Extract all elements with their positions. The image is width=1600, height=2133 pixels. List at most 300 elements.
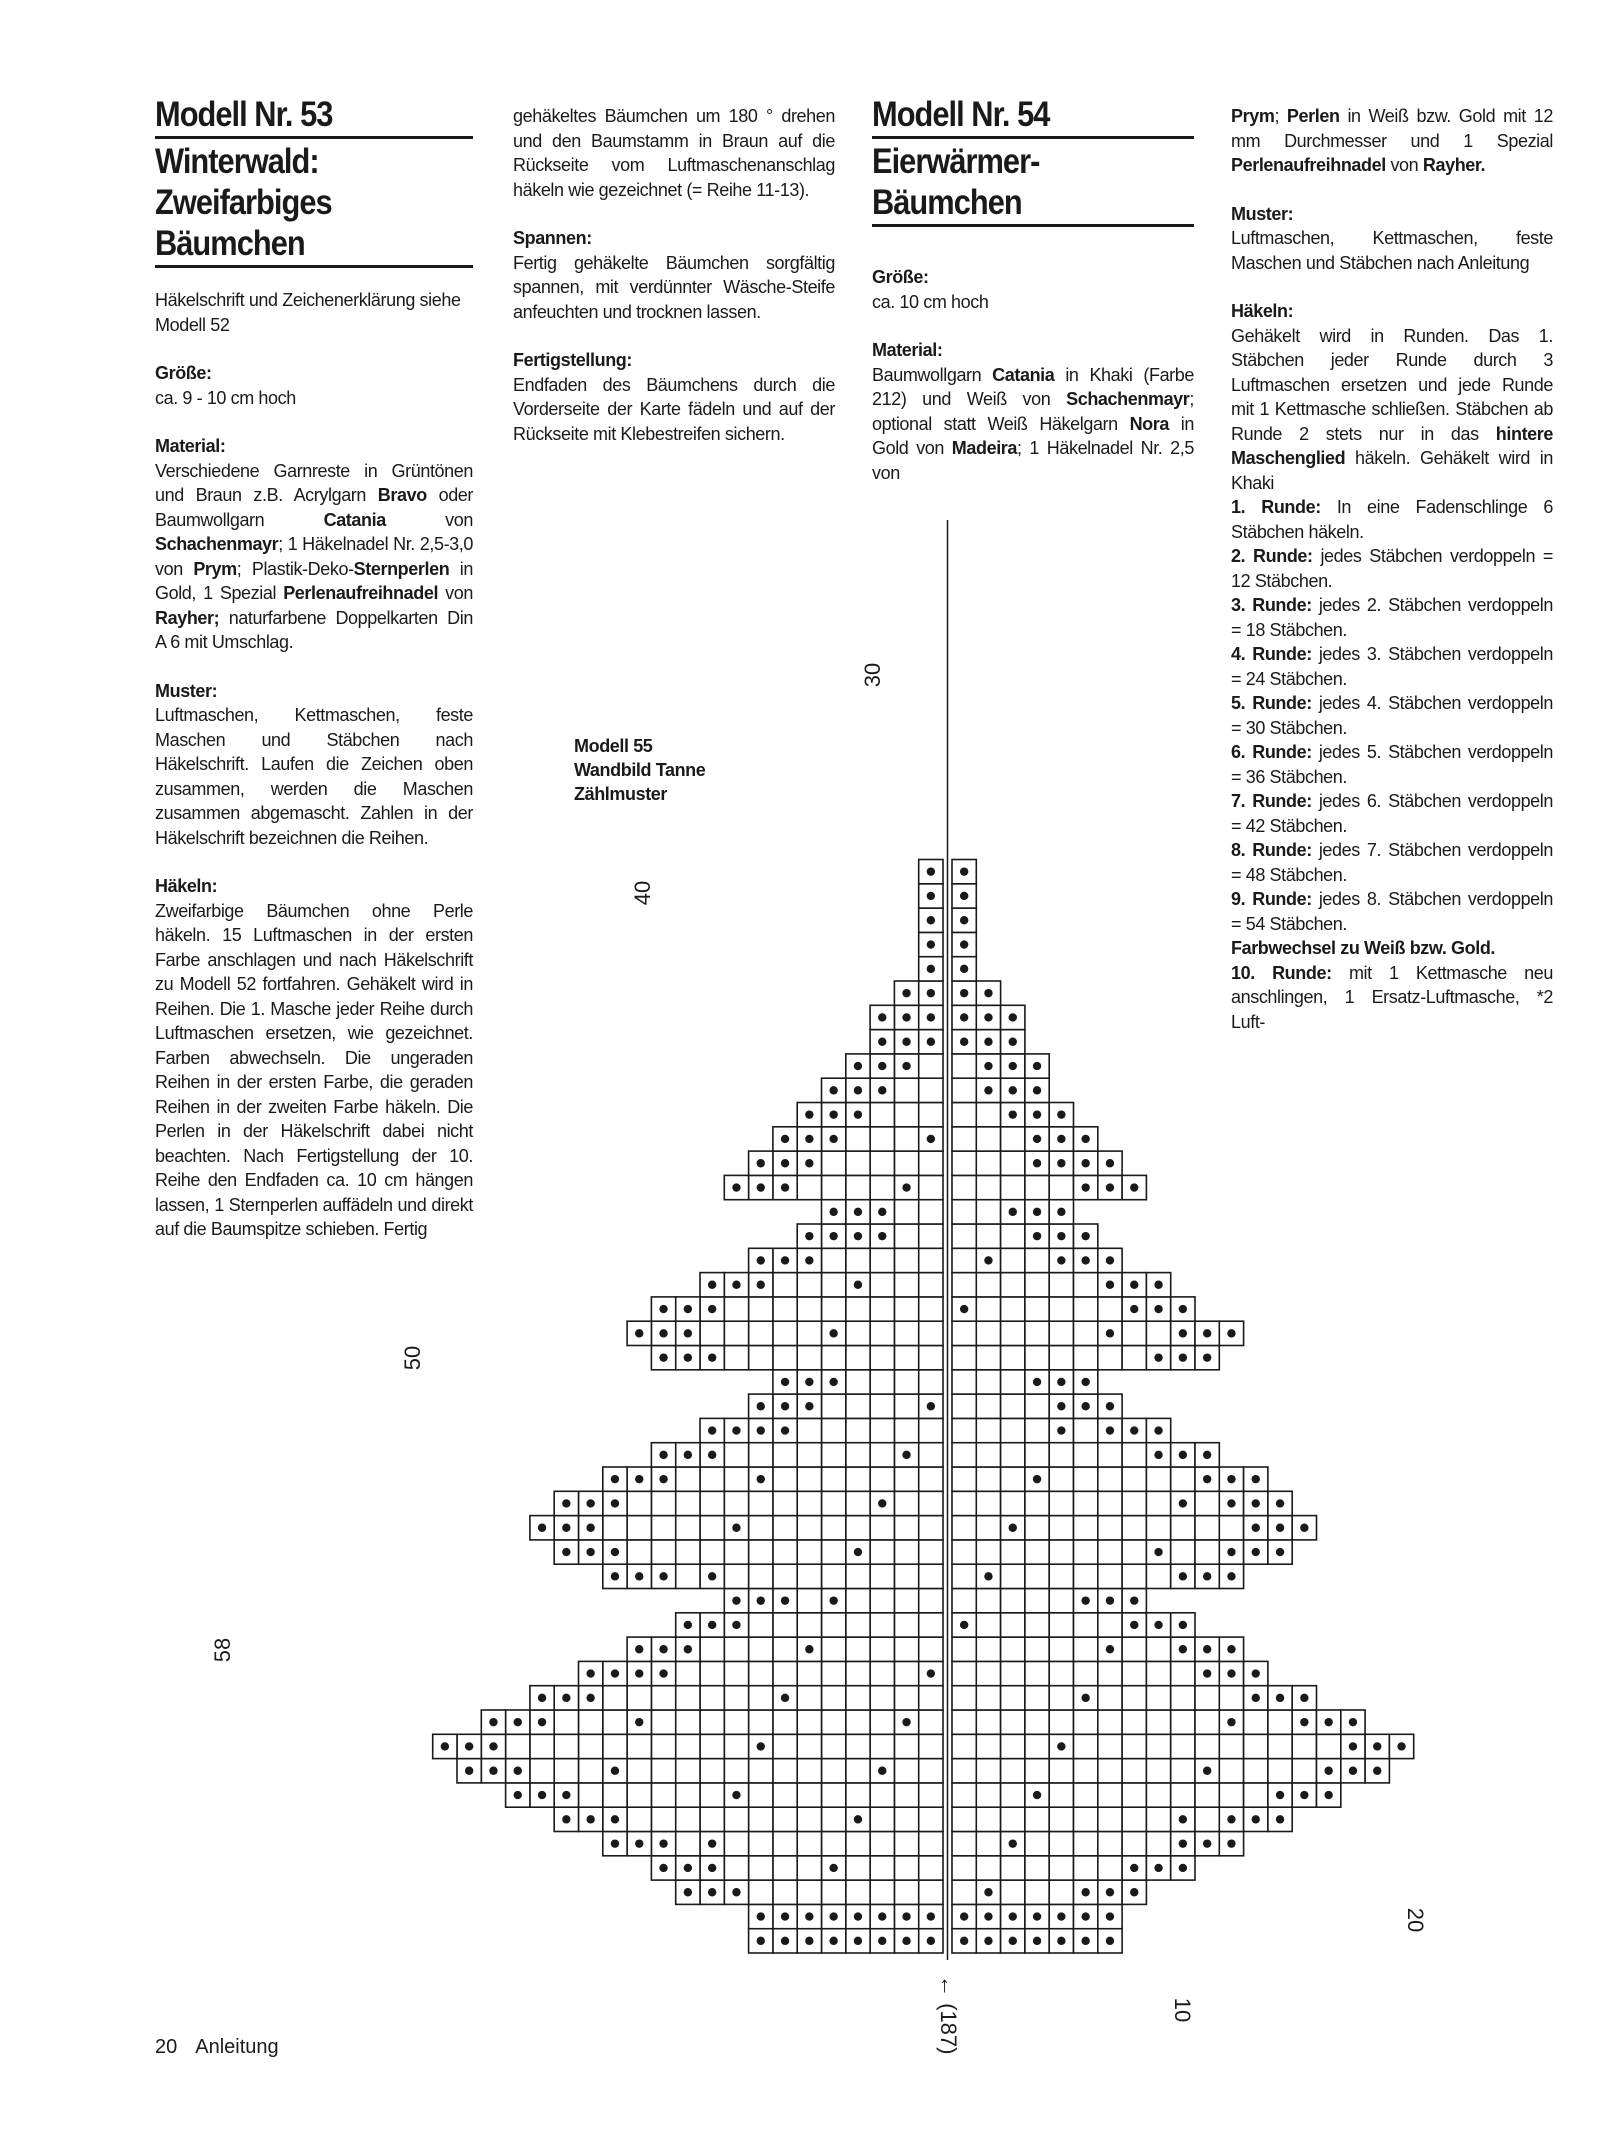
chart-cell (1146, 1686, 1170, 1710)
chart-cell (894, 1759, 918, 1783)
stitch-dot (708, 1305, 716, 1313)
color-change-note: Farbwechsel zu Weiß bzw. Gold. (1231, 938, 1496, 958)
round-text: jedes 7. Stäbchen verdoppeln = 48 Stäbchen. (1231, 840, 1554, 885)
chart-cell (919, 1613, 943, 1637)
stitch-dot (878, 1013, 886, 1021)
chart-cell (846, 1783, 870, 1807)
chart-cell (627, 1540, 651, 1564)
chart-cell (952, 1224, 976, 1248)
stitch-dot (1300, 1718, 1308, 1726)
stitch-dot (984, 1888, 992, 1896)
chart-cell (919, 1321, 943, 1345)
size-text: ca. 9 - 10 cm hoch (155, 387, 296, 408)
chart-cell (627, 1637, 651, 1661)
round-label: 3. Runde: (1231, 595, 1312, 615)
chart-cell (1025, 1904, 1049, 1928)
round-instruction (1231, 740, 1553, 789)
chart-cell (1219, 1661, 1243, 1685)
chart-cell (1025, 1418, 1049, 1442)
stitch-dot (708, 1888, 716, 1896)
stitch-dot (1179, 1645, 1187, 1653)
chart-cell (1074, 1734, 1098, 1758)
chart-cell (919, 1200, 943, 1224)
stitch-dot (562, 1499, 570, 1507)
stitch-dot (684, 1305, 692, 1313)
chart-cell (846, 1103, 870, 1127)
chart-cell (724, 1491, 748, 1515)
stitch-dot (1106, 1912, 1114, 1920)
chart-cell (870, 1151, 894, 1175)
chart-cell (554, 1759, 578, 1783)
chart-cell (1219, 1734, 1243, 1758)
stitch-dot (829, 1912, 837, 1920)
chart-cell (749, 1394, 773, 1418)
stitch-dot (927, 1912, 935, 1920)
chart-cell (846, 1734, 870, 1758)
stitch-dot (1057, 1232, 1065, 1240)
stitch-dot (611, 1815, 619, 1823)
chart-cell (749, 1661, 773, 1685)
chart-cell (976, 1443, 1000, 1467)
chart-cell (976, 1637, 1000, 1661)
stitch-dot (1300, 1524, 1308, 1532)
chart-cell (1001, 1103, 1025, 1127)
chart-cell (1146, 1418, 1170, 1442)
stitch-dot (1154, 1426, 1162, 1434)
chart-cell (530, 1734, 554, 1758)
chart-cell (1146, 1297, 1170, 1321)
stitch-dot (1154, 1281, 1162, 1289)
stitch-dot (659, 1353, 667, 1361)
chart-cell (773, 1832, 797, 1856)
stitch-dot (960, 965, 968, 973)
chart-cell (1146, 1443, 1170, 1467)
chart-cell (1341, 1759, 1365, 1783)
chart-cell (651, 1783, 675, 1807)
stitch-dot (684, 1353, 692, 1361)
chart-cell (1001, 1613, 1025, 1637)
chart-cell (1001, 1904, 1025, 1928)
stitch-dot (984, 1256, 992, 1264)
title-line: Winterwald: (155, 142, 319, 181)
stitch-dot (878, 1499, 886, 1507)
chart-cell (773, 1637, 797, 1661)
stitch-dot (1203, 1329, 1211, 1337)
chart-cell (1049, 1175, 1073, 1199)
stitch-dot (1252, 1524, 1260, 1532)
stitch-dot (1081, 1183, 1089, 1191)
chart-cell (749, 1759, 773, 1783)
text-run: in Khaki (Farbe 212) und Weiß von (872, 364, 1194, 409)
chart-cell (579, 1661, 603, 1685)
chart-cell (1001, 1224, 1025, 1248)
chart-cell (894, 1564, 918, 1588)
stitch-dot (1203, 1451, 1211, 1459)
stitch-dot (902, 1718, 910, 1726)
chart-cell (870, 1418, 894, 1442)
chart-cell (1049, 1564, 1073, 1588)
chart-cell (1122, 1880, 1146, 1904)
stitch-dot (1203, 1645, 1211, 1653)
chart-cell (822, 1224, 846, 1248)
stitch-dot (878, 1232, 886, 1240)
chart-cell (846, 1613, 870, 1637)
chart-cell (1268, 1686, 1292, 1710)
chart-cell (579, 1540, 603, 1564)
chart-cell (822, 1394, 846, 1418)
stitch-dot (1154, 1621, 1162, 1629)
chart-cell (530, 1710, 554, 1734)
start-arrow-label: ← (187) (936, 1975, 961, 2055)
pattern-heading: Muster: (1231, 203, 1294, 224)
chart-cell (1098, 1710, 1122, 1734)
stitch-dot (1179, 1305, 1187, 1313)
continuation-text: gehäkeltes Bäumchen um 180 ° drehen und den Baumstamm in Braun auf die Rückseite vom Luftmaschenanschlag häkeln wie gezeichnet (= Reihe 11-13). (513, 106, 835, 200)
stitch-dot (781, 1402, 789, 1410)
chart-cell (1074, 1759, 1098, 1783)
chart-cell (919, 1516, 943, 1540)
stitch-dot (1081, 1232, 1089, 1240)
stitch-dot (781, 1426, 789, 1434)
chart-cell (749, 1880, 773, 1904)
stitch-dot (781, 1694, 789, 1702)
chart-cell (1049, 1783, 1073, 1807)
intro-text: Häkelschrift und Zeichenerklärung siehe Modell 52 (155, 290, 461, 335)
chart-cell (822, 1078, 846, 1102)
chart-cell (676, 1297, 700, 1321)
chart-cell (919, 1564, 943, 1588)
chart-cell (773, 1929, 797, 1953)
chart-cell (724, 1734, 748, 1758)
stitch-dot (1276, 1815, 1284, 1823)
chart-cell (651, 1516, 675, 1540)
chart-cell (952, 1346, 976, 1370)
chart-cell (1219, 1686, 1243, 1710)
size-heading: Größe: (872, 267, 929, 287)
chart-cell (749, 1783, 773, 1807)
chart-cell (822, 1589, 846, 1613)
chart-cell (1074, 1467, 1098, 1491)
stitch-dot (586, 1548, 594, 1556)
chart-cell (976, 1516, 1000, 1540)
chart-cell (724, 1637, 748, 1661)
chart-cell (1195, 1321, 1219, 1345)
chart-cell (952, 860, 976, 884)
chart-cell (976, 1783, 1000, 1807)
chart-cell (1025, 1832, 1049, 1856)
chart-cell (870, 1734, 894, 1758)
stitch-dot (586, 1524, 594, 1532)
stitch-dot (781, 1159, 789, 1167)
round-label: 6. Runde: (1231, 742, 1312, 762)
chart-cell (700, 1443, 724, 1467)
stitch-dot (805, 1256, 813, 1264)
chart-cell (952, 981, 976, 1005)
chart-cell (1171, 1297, 1195, 1321)
chart-cell (724, 1273, 748, 1297)
chart-cell (627, 1467, 651, 1491)
chart-cell (1001, 1589, 1025, 1613)
chart-cell (976, 1807, 1000, 1831)
chart-cell (1001, 1005, 1025, 1029)
chart-cell (749, 1807, 773, 1831)
stitch-dot (854, 1232, 862, 1240)
chart-cell (676, 1467, 700, 1491)
chart-cell (870, 1686, 894, 1710)
chart-cell (1049, 1224, 1073, 1248)
chart-cell (797, 1516, 821, 1540)
chart-cell (919, 1710, 943, 1734)
chart-cell (1098, 1321, 1122, 1345)
stitch-dot (757, 1402, 765, 1410)
stitch-dot (960, 867, 968, 875)
stitch-dot (1179, 1815, 1187, 1823)
stitch-dot (829, 1378, 837, 1386)
chart-cell (1268, 1759, 1292, 1783)
chart-cell (773, 1418, 797, 1442)
chart-cell (952, 1005, 976, 1029)
chart-cell (952, 908, 976, 932)
chart-cell (1268, 1807, 1292, 1831)
stitch-dot (732, 1183, 740, 1191)
stitch-dot (1252, 1815, 1260, 1823)
chart-cell (530, 1783, 554, 1807)
chart-cell (894, 1030, 918, 1054)
chart-cell (1025, 1637, 1049, 1661)
stitch-dot (465, 1767, 473, 1775)
chart-cell (846, 1370, 870, 1394)
chart-cell (894, 1297, 918, 1321)
chart-cell (724, 1856, 748, 1880)
chart-cell (1292, 1759, 1316, 1783)
stitch-dot (1033, 1086, 1041, 1094)
chart-cell (627, 1686, 651, 1710)
chart-cell (1049, 1759, 1073, 1783)
stitch-dot (757, 1183, 765, 1191)
chart-cell (1219, 1516, 1243, 1540)
chart-cell (1049, 1370, 1073, 1394)
chart-cell (773, 1346, 797, 1370)
bold-text: Rayher; (155, 607, 220, 628)
chart-cell (651, 1637, 675, 1661)
round-text: jedes 2. Stäbchen verdoppeln = 18 Stäbchen. (1231, 595, 1554, 640)
chart-cell (1171, 1321, 1195, 1345)
stitch-dot (1154, 1353, 1162, 1361)
stitch-dot (1227, 1329, 1235, 1337)
chart-cell (651, 1734, 675, 1758)
chart-cell (1025, 1589, 1049, 1613)
stitch-dot (1057, 1135, 1065, 1143)
chart-cell (870, 1200, 894, 1224)
stitch-dot (757, 1159, 765, 1167)
chart-cell (894, 1078, 918, 1102)
chart-cell (773, 1516, 797, 1540)
chart-cell (749, 1175, 773, 1199)
chart-cell (603, 1710, 627, 1734)
chart-cell (919, 1103, 943, 1127)
chart-cell (1365, 1759, 1389, 1783)
stitch-dot (757, 1742, 765, 1750)
chart-cell (846, 1516, 870, 1540)
chart-cell (870, 1443, 894, 1467)
stitch-dot (902, 1937, 910, 1945)
chart-cell (773, 1759, 797, 1783)
chart-cell (1001, 1394, 1025, 1418)
round-label: 4. Runde: (1231, 644, 1312, 664)
chart-cell (1049, 1540, 1073, 1564)
stitch-dot (1009, 1110, 1017, 1118)
stitch-dot (659, 1669, 667, 1677)
chart-cell (797, 1443, 821, 1467)
stitch-dot (902, 1912, 910, 1920)
stitch-dot (829, 1086, 837, 1094)
chart-cell (952, 1783, 976, 1807)
stitch-dot (1227, 1815, 1235, 1823)
chart-cell (870, 1783, 894, 1807)
chart-cell (1074, 1175, 1098, 1199)
chart-cell (1025, 1929, 1049, 1953)
chart-cell (894, 1321, 918, 1345)
chart-cell (1049, 1637, 1073, 1661)
chart-cell (1098, 1637, 1122, 1661)
text-run: von (438, 583, 473, 603)
chart-cell (700, 1661, 724, 1685)
stitch-dot (1033, 1232, 1041, 1240)
material-text (872, 363, 1194, 486)
chart-cell (773, 1880, 797, 1904)
chart-cell (603, 1661, 627, 1685)
chart-cell (676, 1321, 700, 1345)
stitch-dot (984, 1086, 992, 1094)
stitch-dot (684, 1329, 692, 1337)
chart-cell (919, 1005, 943, 1029)
chart-cell (773, 1151, 797, 1175)
bold-text: Prym (1231, 106, 1275, 126)
chart-cell (846, 1929, 870, 1953)
chart-cell (481, 1734, 505, 1758)
chart-cell (1025, 1686, 1049, 1710)
chart-cell (1049, 1880, 1073, 1904)
chart-cell (976, 1346, 1000, 1370)
round-label: 8. Runde: (1231, 840, 1312, 860)
stitch-dot (1033, 1159, 1041, 1167)
stitch-dot (829, 1596, 837, 1604)
chart-cell (676, 1710, 700, 1734)
stitch-dot (902, 1183, 910, 1191)
stitch-dot (1009, 1524, 1017, 1532)
chart-cell (1122, 1564, 1146, 1588)
title-line: Modell Nr. 53 (155, 95, 333, 134)
chart-cell (822, 1904, 846, 1928)
chart-cell (822, 1734, 846, 1758)
chart-cell (797, 1224, 821, 1248)
chart-cell (1025, 1103, 1049, 1127)
chart-cell (1001, 1661, 1025, 1685)
chart-cell (894, 1661, 918, 1685)
stitch-dot (1106, 1402, 1114, 1410)
stitch-dot (1106, 1888, 1114, 1896)
chart-cell (651, 1443, 675, 1467)
chart-cell (1025, 1467, 1049, 1491)
chart-cell (579, 1783, 603, 1807)
stitch-dot (1252, 1548, 1260, 1556)
stitch-dot (757, 1475, 765, 1483)
stitch-dot (854, 1086, 862, 1094)
chart-cell (1049, 1394, 1073, 1418)
chart-cell (749, 1491, 773, 1515)
chart-cell (1098, 1516, 1122, 1540)
chart-cell (1195, 1783, 1219, 1807)
chart-cell (894, 1734, 918, 1758)
chart-cell (554, 1491, 578, 1515)
chart-cell (1244, 1710, 1268, 1734)
chart-cell (1001, 1783, 1025, 1807)
stitch-dot (611, 1767, 619, 1775)
stitch-dot (684, 1451, 692, 1459)
chart-cell (700, 1516, 724, 1540)
chart-cell (976, 1491, 1000, 1515)
chart-cell (846, 1248, 870, 1272)
chart-cell (1049, 1686, 1073, 1710)
row-number-label: 10 (1170, 1997, 1195, 2023)
stitch-dot (1203, 1475, 1211, 1483)
chart-cell (700, 1297, 724, 1321)
chart-cell (1122, 1759, 1146, 1783)
chart-cell (724, 1418, 748, 1442)
chart-cell (773, 1443, 797, 1467)
chart-cell (952, 1904, 976, 1928)
chart-cell (1025, 1346, 1049, 1370)
chart-cell (1098, 1929, 1122, 1953)
chart-cell (952, 1273, 976, 1297)
stitch-dot (927, 989, 935, 997)
stitch-dot (1033, 1110, 1041, 1118)
stitch-dot (1106, 1183, 1114, 1191)
chart-cell (1025, 1564, 1049, 1588)
title-line: Modell Nr. 54 (872, 95, 1050, 134)
stitch-dot (829, 1864, 837, 1872)
chart-cell (1146, 1783, 1170, 1807)
chart-cell (1074, 1346, 1098, 1370)
stitch-dot (1081, 1596, 1089, 1604)
chart-cell (676, 1516, 700, 1540)
chart-cell (1001, 1856, 1025, 1880)
chart-cell (894, 1613, 918, 1637)
stitch-dot (1106, 1256, 1114, 1264)
stitch-dot (757, 1256, 765, 1264)
chart-cell (952, 1078, 976, 1102)
chart-cell (773, 1175, 797, 1199)
stitch-dot (927, 1013, 935, 1021)
chart-cell (1219, 1637, 1243, 1661)
round-label: 1. Runde: (1231, 497, 1321, 517)
chart-cell (700, 1346, 724, 1370)
chart-cell (773, 1491, 797, 1515)
chart-cell (1001, 1832, 1025, 1856)
chart-cell (1122, 1540, 1146, 1564)
chart-cell (1049, 1418, 1073, 1442)
chart-cell (952, 1564, 976, 1588)
chart-cell (797, 1248, 821, 1272)
chart-cell (846, 1200, 870, 1224)
finish-heading: Fertigstellung: (513, 350, 632, 370)
chart-cell (822, 1297, 846, 1321)
stitch-dot (708, 1281, 716, 1289)
stitch-dot (1179, 1839, 1187, 1847)
crochet-heading: Häkeln: (155, 876, 218, 896)
stitch-dot (708, 1839, 716, 1847)
chart-cell (952, 932, 976, 956)
